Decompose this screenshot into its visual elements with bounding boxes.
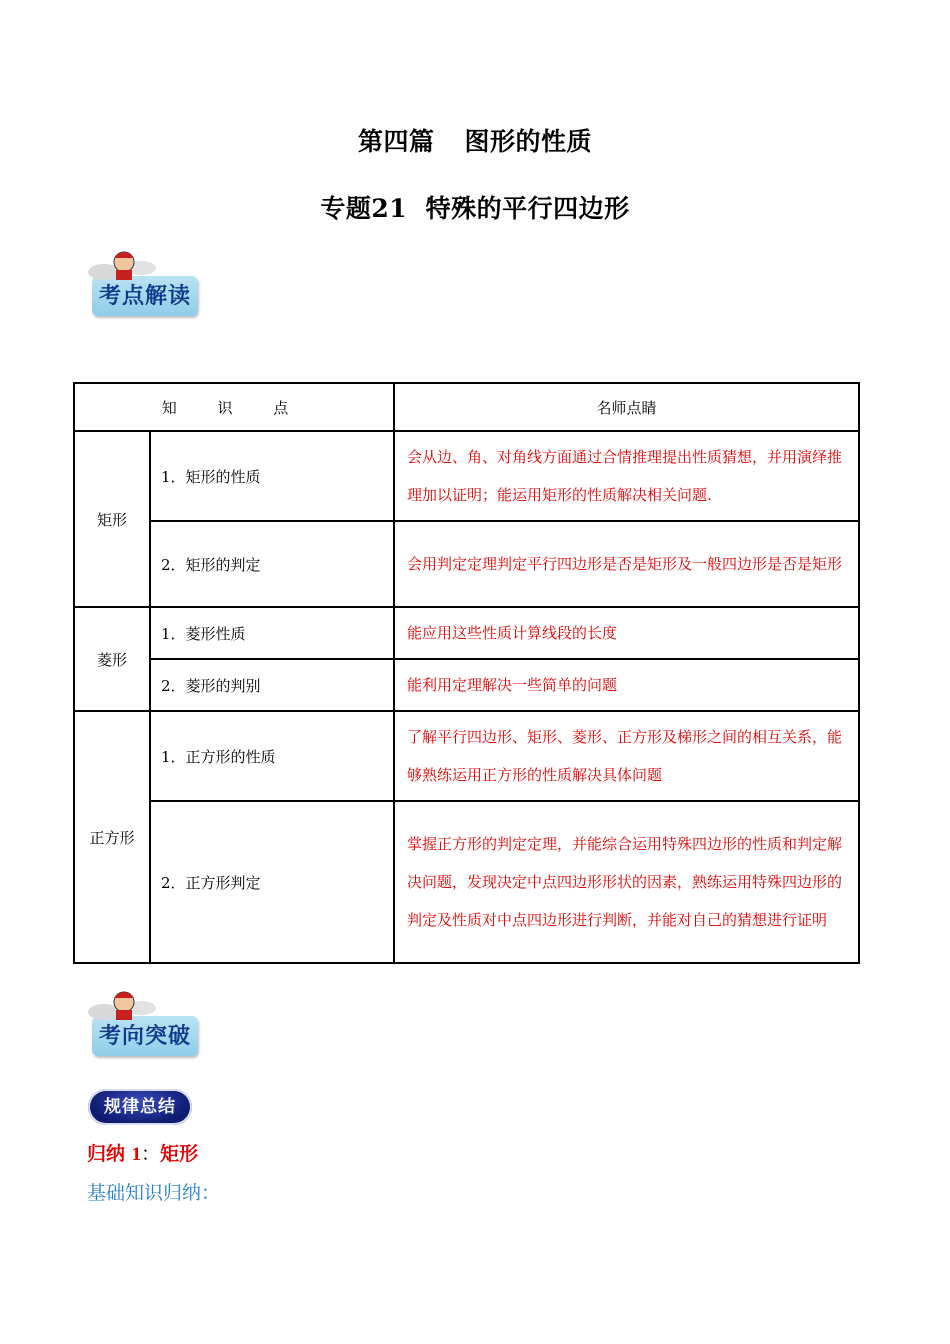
- induction-number: 1: [131, 1144, 142, 1165]
- table-row: [74, 607, 859, 659]
- banner-label: 考点解读: [98, 283, 191, 309]
- part-number: 第四篇: [357, 127, 435, 156]
- induction-topic: 矩形: [160, 1143, 199, 1165]
- tip-cell: 掌握正方形的判定定理，并能综合运用特殊四边形的性质和判定解决问题，发现决定中点四边形形状的因素，熟练运用特殊四边形的判定及性质对中点四边形进行判断，并能对自己的猜想进行证明: [394, 801, 859, 963]
- basic-knowledge-heading: 基础知识归纳：: [87, 1182, 221, 1204]
- part-subject: 图形的性质: [464, 127, 593, 156]
- banner-label: 考向突破: [98, 1023, 191, 1049]
- tip-cell: 能利用定理解决一些简单的问题: [394, 659, 859, 711]
- item-cell: 1．正方形的性质: [150, 711, 394, 801]
- item-cell: 2．正方形判定: [150, 801, 394, 963]
- exam-breakthrough-banner: [84, 986, 208, 1064]
- table-header-row: [74, 383, 859, 431]
- item-cell: 1．菱形性质: [150, 607, 394, 659]
- table-row: [74, 659, 859, 711]
- item-cell: 2．矩形的判定: [150, 521, 394, 607]
- exam-points-banner: [84, 246, 208, 324]
- header-tips: 名师点睛: [394, 383, 859, 431]
- summary-pill: 规律总结: [88, 1089, 192, 1125]
- header-knowledge: 知 识 点: [74, 383, 394, 431]
- tip-cell: 能应用这些性质计算线段的长度: [394, 607, 859, 659]
- table-row: [74, 711, 859, 801]
- category-cell: 正方形: [74, 711, 150, 963]
- tip-cell: 会从边、角、对角线方面通过合情推理提出性质猜想，并用演绎推理加以证明；能运用矩形的性质解决相关问题.: [394, 431, 859, 521]
- category-cell: 菱形: [74, 607, 150, 711]
- category-cell: 矩形: [74, 431, 150, 607]
- tip-cell: 了解平行四边形、矩形、菱形、正方形及梯形之间的相互关系，能够熟练运用正方形的性质解决具体问题: [394, 711, 859, 801]
- table-row: [74, 521, 859, 607]
- topic-title: 专题21 特殊的平行四边形: [320, 194, 630, 223]
- part-title: [0, 122, 950, 158]
- table-row: [74, 431, 859, 521]
- tip-cell: 会用判定定理判定平行四边形是否是矩形及一般四边形是否是矩形: [394, 521, 859, 607]
- item-cell: 2．菱形的判别: [150, 659, 394, 711]
- induction-separator: ：: [141, 1143, 161, 1165]
- item-cell: 1．矩形的性质: [150, 431, 394, 521]
- table-row: [74, 801, 859, 963]
- knowledge-table: [73, 382, 860, 964]
- induction-prefix: 归纳: [87, 1143, 126, 1165]
- induction-heading: [87, 1139, 198, 1166]
